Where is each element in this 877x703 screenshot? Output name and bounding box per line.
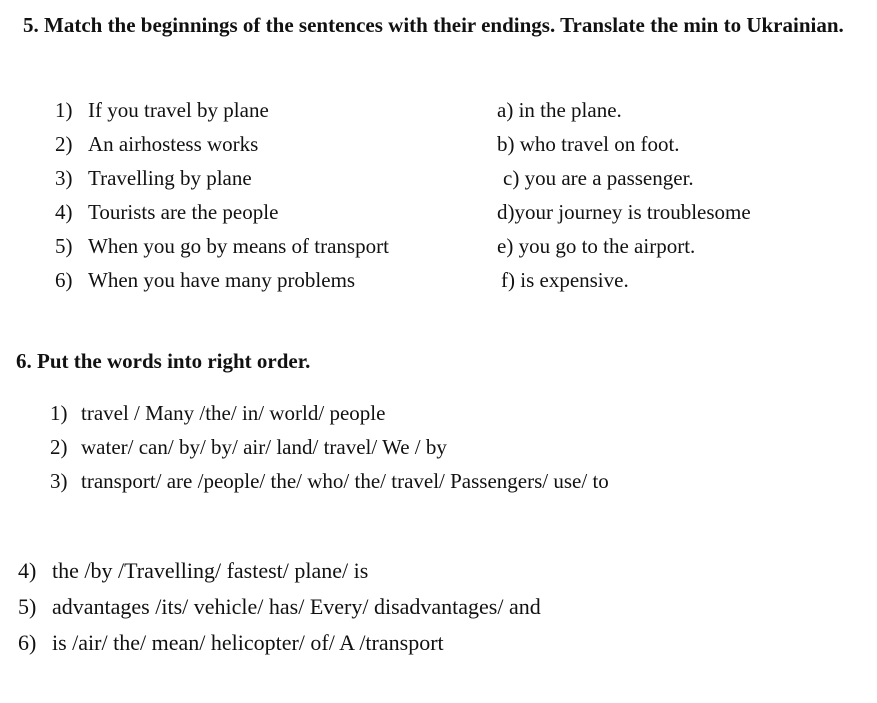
list-item — [497, 93, 751, 127]
item-number: 3) — [50, 469, 68, 493]
list-item — [55, 263, 389, 297]
item-number: 3) — [55, 166, 73, 190]
list-item — [18, 589, 541, 625]
item-text: When you go by means of transport — [88, 234, 389, 258]
list-item — [497, 161, 751, 195]
list-item — [50, 464, 609, 498]
ending-text: c) you are a passenger. — [503, 166, 694, 190]
item-text: When you have many problems — [88, 268, 356, 292]
ending-text: a) in the plane. — [497, 98, 622, 122]
item-number: 1) — [55, 98, 73, 122]
item-number: 5) — [18, 594, 37, 619]
list-item — [55, 127, 389, 161]
sentence-beginnings-list — [55, 93, 389, 297]
list-item — [497, 195, 751, 229]
item-text: travel / Many /the/ in/ world/ people — [81, 401, 386, 425]
list-item — [55, 161, 389, 195]
item-text: An airhostess works — [88, 132, 259, 156]
list-item — [55, 195, 389, 229]
list-item — [497, 229, 751, 263]
list-item — [497, 127, 751, 161]
list-item — [55, 93, 389, 127]
item-number: 5) — [55, 234, 73, 258]
word-order-list-second — [18, 553, 541, 661]
exercise-5-title: 5. Match the beginnings of the sentences with their endings. Translate the min to Ukrainian. — [23, 13, 844, 37]
item-text: is /air/ the/ mean/ helicopter/ of/ A /transport — [52, 630, 444, 655]
item-number: 4) — [55, 200, 73, 224]
list-item — [18, 553, 541, 589]
item-text: transport/ are /people/ the/ who/ the/ travel/ Passengers/ use/ to — [81, 469, 609, 493]
ending-text: f) is expensive. — [501, 268, 629, 292]
exercise-6-title: 6. Put the words into right order. — [16, 349, 311, 373]
item-number: 4) — [18, 558, 37, 583]
item-text: If you travel by plane — [88, 98, 269, 122]
item-number: 6) — [55, 268, 73, 292]
list-item — [50, 396, 609, 430]
item-text: Tourists are the people — [88, 200, 279, 224]
item-number: 1) — [50, 401, 68, 425]
list-item — [50, 430, 609, 464]
item-number: 6) — [18, 630, 37, 655]
ending-text: d)your journey is troublesome — [497, 200, 751, 224]
item-text: Travelling by plane — [88, 166, 252, 190]
ending-text: b) who travel on foot. — [497, 132, 680, 156]
item-number: 2) — [50, 435, 68, 459]
item-number: 2) — [55, 132, 73, 156]
ending-text: e) you go to the airport. — [497, 234, 696, 258]
item-text: advantages /its/ vehicle/ has/ Every/ disadvantages/ and — [52, 594, 541, 619]
list-item — [55, 229, 389, 263]
list-item — [497, 263, 751, 297]
item-text: the /by /Travelling/ fastest/ plane/ is — [52, 558, 369, 583]
word-order-list-first — [50, 396, 609, 498]
list-item — [18, 625, 541, 661]
sentence-endings-list — [497, 93, 751, 297]
item-text: water/ can/ by/ by/ air/ land/ travel/ We / by — [81, 435, 447, 459]
